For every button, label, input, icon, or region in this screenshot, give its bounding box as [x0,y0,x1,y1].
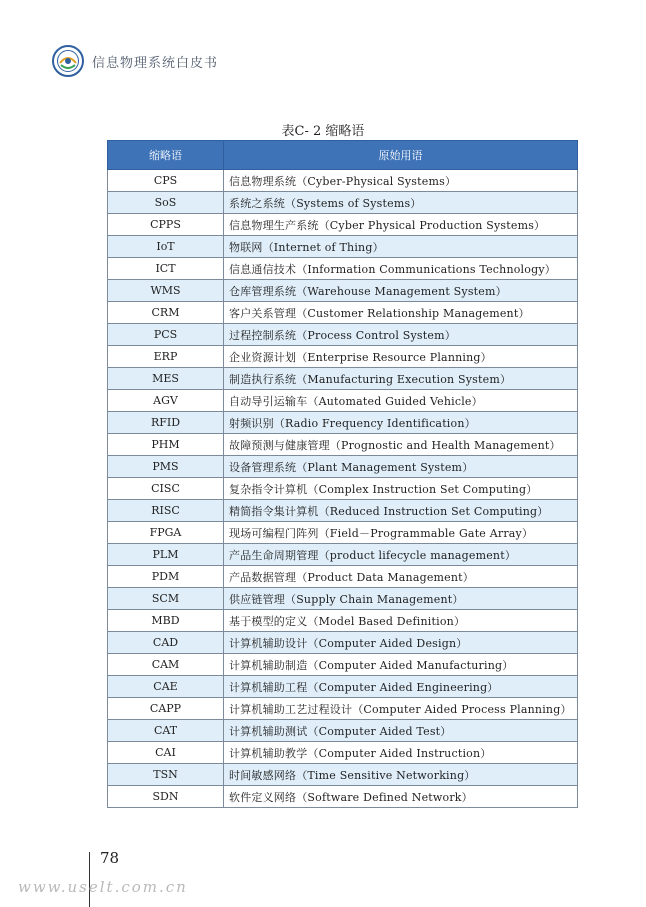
abbreviation-cell: SDN [108,786,224,808]
abbreviation-cell: ERP [108,346,224,368]
table-row [108,434,578,456]
abbreviation-cell: SCM [108,588,224,610]
table-row [108,522,578,544]
table-row [108,456,578,478]
abbreviation-cell: PDM [108,566,224,588]
original-term-cell: 过程控制系统（Process Control System） [224,324,578,346]
original-term-cell: 计算机辅助设计（Computer Aided Design） [224,632,578,654]
table-row [108,500,578,522]
table-row [108,742,578,764]
table-caption: 表C- 2 缩略语 [281,124,365,139]
table-body [108,170,578,808]
page-header [52,44,218,78]
original-term-cell: 客户关系管理（Customer Relationship Management） [224,302,578,324]
table-row [108,786,578,808]
header-title: 信息物理系统白皮书 [92,55,219,71]
original-term-cell: 供应链管理（Supply Chain Management） [224,588,578,610]
abbreviation-cell: CAT [108,720,224,742]
original-term-cell: 信息物理系统（Cyber-Physical Systems） [224,170,578,192]
original-term-cell: 软件定义网络（Software Defined Network） [224,786,578,808]
abbreviation-table [107,140,578,808]
original-term-cell: 计算机辅助制造（Computer Aided Manufacturing） [224,654,578,676]
page-number: 78 [100,849,120,867]
abbreviation-cell: RFID [108,412,224,434]
abbreviation-cell: CAM [108,654,224,676]
abbreviation-cell: AGV [108,390,224,412]
table-row [108,698,578,720]
original-term-cell: 产品数据管理（Product Data Management） [224,566,578,588]
table-row [108,610,578,632]
table-row [108,214,578,236]
abbreviation-cell: CAE [108,676,224,698]
original-term-cell: 制造执行系统（Manufacturing Execution System） [224,368,578,390]
table-row [108,258,578,280]
abbreviation-cell: ICT [108,258,224,280]
table-row [108,412,578,434]
table-row [108,368,578,390]
abbreviation-cell: TSN [108,764,224,786]
table-row [108,302,578,324]
abbreviation-cell: CPS [108,170,224,192]
original-term-cell: 时间敏感网络（Time Sensitive Networking） [224,764,578,786]
abbreviation-cell: CAD [108,632,224,654]
abbreviation-cell: CAPP [108,698,224,720]
table-row [108,632,578,654]
original-term-cell: 计算机辅助教学（Computer Aided Instruction） [224,742,578,764]
table-row [108,588,578,610]
original-term-cell: 精简指令集计算机（Reduced Instruction Set Computing） [224,500,578,522]
table-row [108,192,578,214]
original-term-cell: 射频识别（Radio Frequency Identification） [224,412,578,434]
table-row [108,720,578,742]
abbreviation-cell: IoT [108,236,224,258]
original-term-cell: 计算机辅助测试（Computer Aided Test） [224,720,578,742]
abbreviation-cell: MBD [108,610,224,632]
abbreviation-cell: RISC [108,500,224,522]
abbreviation-cell: PLM [108,544,224,566]
original-term-cell: 仓库管理系统（Warehouse Management System） [224,280,578,302]
header-abbreviation: 缩略语 [108,141,224,170]
table-row [108,390,578,412]
abbreviation-cell: PCS [108,324,224,346]
table-row [108,764,578,786]
abbreviation-cell: FPGA [108,522,224,544]
table-row [108,236,578,258]
abbreviation-cell: CRM [108,302,224,324]
watermark-text: www.uselt.com.cn [18,878,188,896]
abbreviation-cell: CPPS [108,214,224,236]
table-row [108,170,578,192]
original-term-cell: 企业资源计划（Enterprise Resource Planning） [224,346,578,368]
cyber-logo-icon [52,45,84,77]
abbreviation-cell: PMS [108,456,224,478]
abbreviation-cell: PHM [108,434,224,456]
original-term-cell: 物联网（Internet of Thing） [224,236,578,258]
original-term-cell: 产品生命周期管理（product lifecycle management） [224,544,578,566]
original-term-cell: 故障预测与健康管理（Prognostic and Health Management） [224,434,578,456]
table-row [108,346,578,368]
original-term-cell: 基于模型的定义（Model Based Definition） [224,610,578,632]
header-original-term: 原始用语 [224,141,578,170]
table-row [108,566,578,588]
original-term-cell: 现场可编程门阵列（Field－Programmable Gate Array） [224,522,578,544]
table-header-row [108,141,578,170]
table-row [108,544,578,566]
table-row [108,280,578,302]
table-row [108,676,578,698]
abbreviation-cell: SoS [108,192,224,214]
original-term-cell: 计算机辅助工程（Computer Aided Engineering） [224,676,578,698]
original-term-cell: 计算机辅助工艺过程设计（Computer Aided Process Planning） [224,698,578,720]
original-term-cell: 信息物理生产系统（Cyber Physical Production Systems） [224,214,578,236]
original-term-cell: 系统之系统（Systems of Systems） [224,192,578,214]
original-term-cell: 设备管理系统（Plant Management System） [224,456,578,478]
table-row [108,478,578,500]
table-row [108,324,578,346]
table-row [108,654,578,676]
abbreviation-cell: CAI [108,742,224,764]
abbreviation-cell: CISC [108,478,224,500]
original-term-cell: 自动导引运输车（Automated Guided Vehicle） [224,390,578,412]
abbreviation-cell: MES [108,368,224,390]
original-term-cell: 信息通信技术（Information Communications Technology） [224,258,578,280]
abbreviation-cell: WMS [108,280,224,302]
original-term-cell: 复杂指令计算机（Complex Instruction Set Computing） [224,478,578,500]
